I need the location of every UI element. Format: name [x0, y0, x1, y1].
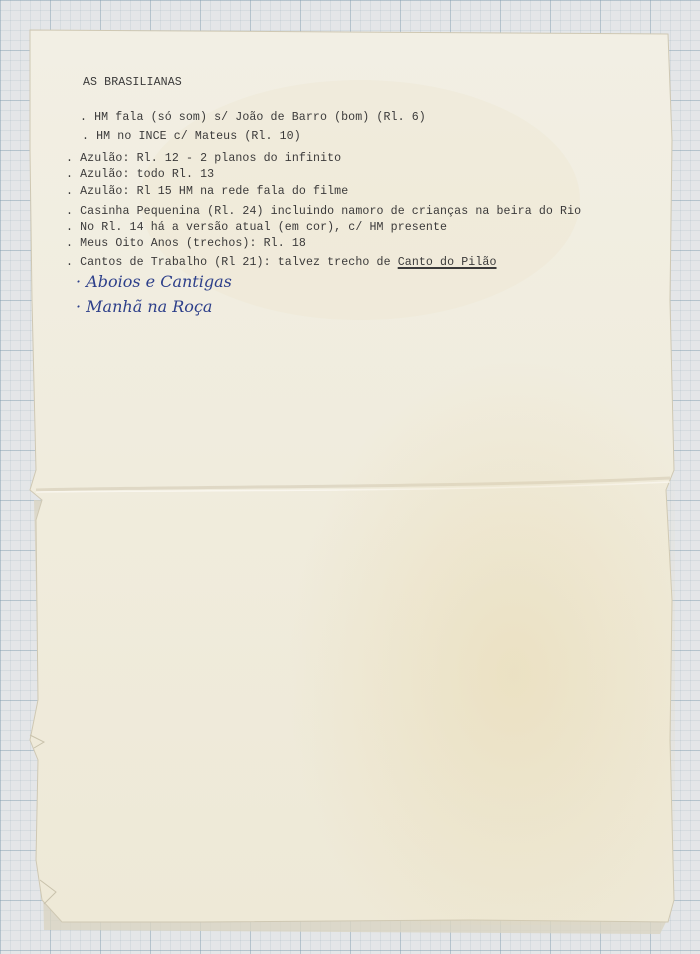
document-title: AS BRASILIANAS: [83, 76, 182, 89]
list-item: . Meus Oito Anos (trechos): Rl. 18: [66, 237, 306, 250]
list-item: . Azulão: Rl 15 HM na rede fala do filme: [66, 185, 349, 198]
list-item: . Azulão: Rl. 12 - 2 planos do infinito: [66, 152, 342, 165]
list-item: . Azulão: todo Rl. 13: [66, 168, 215, 181]
list-item-text: . Cantos de Trabalho (Rl 21): talvez trecho de: [66, 256, 398, 269]
underlined-title: Canto do Pilão: [397, 256, 497, 269]
list-item: . HM fala (só som) s/ João de Barro (bom) (Rl. 6): [80, 111, 426, 124]
list-item: . HM no INCE c/ Mateus (Rl. 10): [82, 130, 301, 143]
list-item: . Casinha Pequenina (Rl. 24) incluindo namoro de crianças na beira do Rio: [66, 205, 582, 218]
handwritten-note: · Manhã na Roça: [76, 297, 213, 316]
list-item: [66, 256, 497, 269]
list-item: . No Rl. 14 há a versão atual (em cor), c/ HM presente: [66, 221, 448, 234]
handwritten-note: · Aboios e Cantigas: [76, 272, 232, 291]
